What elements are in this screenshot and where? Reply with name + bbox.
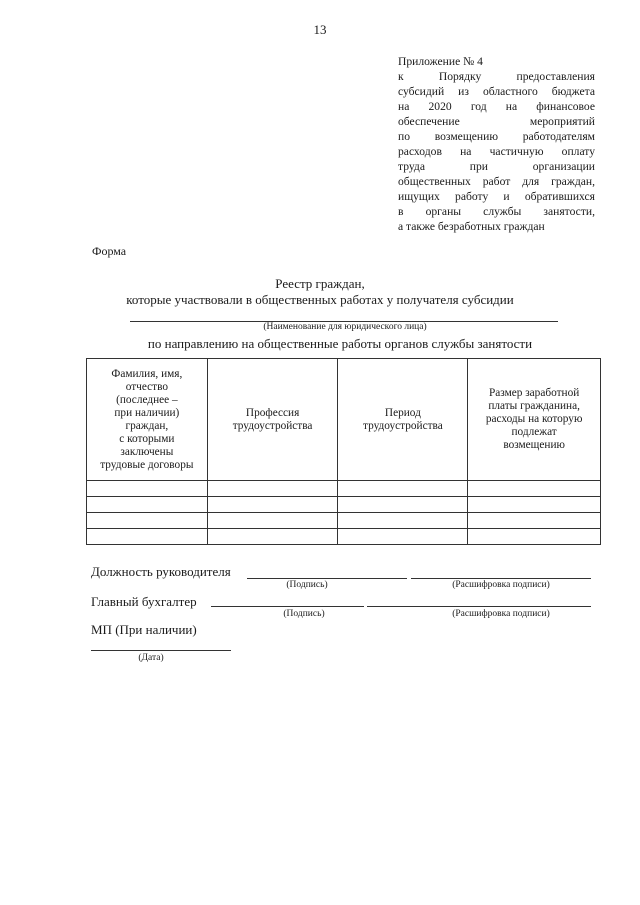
column-header-profession: Профессия трудоустройства: [207, 359, 338, 481]
head-signature-caption: (Подпись): [286, 580, 328, 590]
table-cell[interactable]: [87, 529, 208, 545]
date-line[interactable]: [91, 650, 231, 651]
register-table: [86, 358, 601, 545]
appendix-line: общественных работ для граждан,: [398, 175, 595, 188]
appendix-line: на 2020 год на финансовое: [398, 100, 595, 113]
column-header-period: Период трудоустройства: [338, 359, 468, 481]
seal-label: МП (При наличии): [91, 622, 197, 637]
head-decode-line[interactable]: [411, 578, 591, 579]
table-cell[interactable]: [468, 481, 601, 497]
table-cell[interactable]: [338, 497, 468, 513]
table-cell[interactable]: [468, 513, 601, 529]
head-decode-caption: (Расшифровка подписи): [452, 580, 550, 590]
table-cell[interactable]: [207, 513, 338, 529]
document-title: [0, 276, 640, 308]
table-cell[interactable]: [468, 529, 601, 545]
table-header-row: [87, 359, 601, 481]
table-cell[interactable]: [87, 481, 208, 497]
appendix-line: расходов на частичную оплату: [398, 145, 595, 158]
page-number: 13: [313, 22, 327, 37]
table-cell[interactable]: [468, 497, 601, 513]
direction-subtitle: по направлению на общественные работы органов службы занятости: [147, 336, 533, 351]
column-header-salary: Размер заработной платы гражданина, расходы на которую подлежат возмещению: [468, 359, 601, 481]
appendix-line: в органы службы занятости,: [398, 205, 595, 218]
appendix-line: обеспечение мероприятий: [398, 115, 595, 128]
table-cell[interactable]: [338, 513, 468, 529]
table-row: [87, 481, 601, 497]
accountant-signature-caption: (Подпись): [283, 609, 325, 619]
appendix-block: [398, 54, 595, 234]
title-line-2: которые участвовали в общественных работах у получателя субсидии: [126, 292, 514, 307]
table-cell[interactable]: [338, 529, 468, 545]
appendix-line: а также безработных граждан: [398, 220, 545, 233]
appendix-line: Приложение № 4: [398, 55, 483, 68]
table-cell[interactable]: [207, 497, 338, 513]
appendix-line: труда при организации: [398, 160, 595, 173]
date-caption: (Дата): [138, 653, 164, 663]
organization-name-caption: (Наименование для юридического лица): [263, 322, 427, 332]
table-cell[interactable]: [87, 513, 208, 529]
head-position-label: Должность руководителя: [91, 564, 231, 579]
table-cell[interactable]: [87, 497, 208, 513]
head-signature-line[interactable]: [247, 578, 407, 579]
table-row: [87, 497, 601, 513]
title-line-1: Реестр граждан,: [275, 276, 365, 291]
accountant-decode-line[interactable]: [367, 606, 591, 607]
form-label: Форма: [92, 244, 127, 258]
appendix-line: ищущих работу и обратившихся: [398, 190, 595, 203]
column-header-full-name: Фамилия, имя, отчество (последнее – при наличии) граждан, с которыми заключены трудовые договоры: [87, 359, 208, 481]
accountant-label: Главный бухгалтер: [91, 594, 197, 609]
table-row: [87, 529, 601, 545]
appendix-line: субсидий из областного бюджета: [398, 85, 595, 98]
accountant-signature-line[interactable]: [211, 606, 364, 607]
table-cell[interactable]: [207, 481, 338, 497]
table-cell[interactable]: [338, 481, 468, 497]
table-cell[interactable]: [207, 529, 338, 545]
accountant-decode-caption: (Расшифровка подписи): [452, 609, 550, 619]
appendix-line: к Порядку предоставления: [398, 70, 595, 83]
appendix-line: по возмещению работодателям: [398, 130, 595, 143]
table-row: [87, 513, 601, 529]
